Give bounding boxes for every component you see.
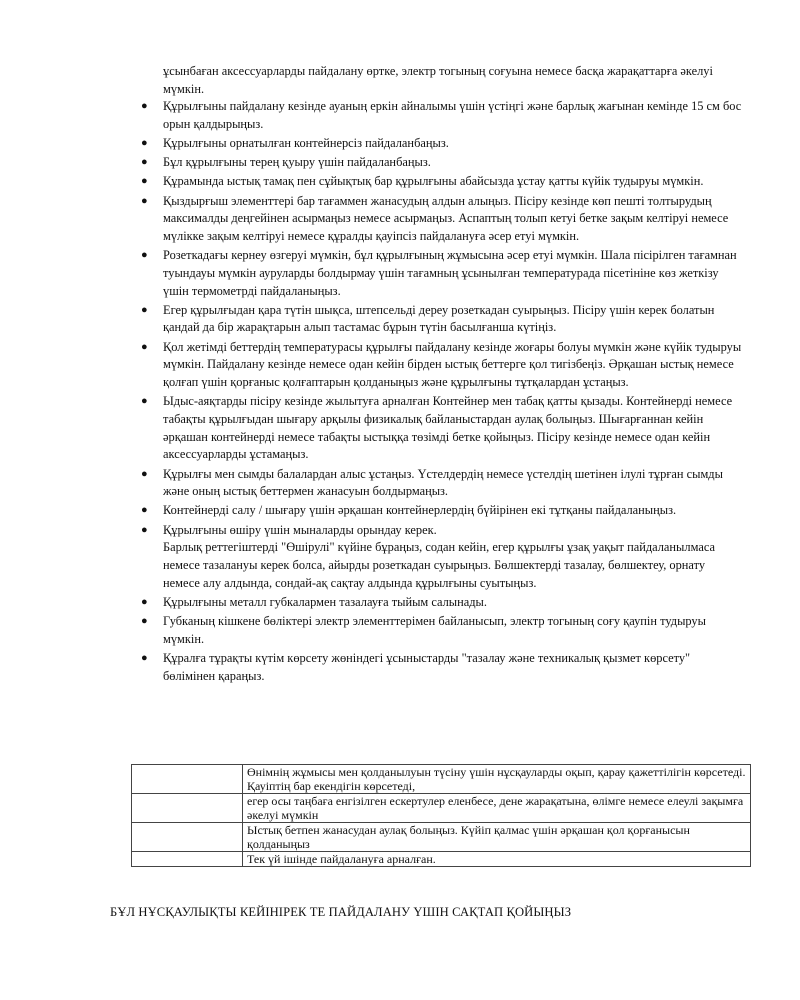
bullet-item: [136, 522, 744, 593]
bullet-icon: ●: [141, 504, 148, 517]
bullet-text: Губканың кішкене бөліктері электр элементтерімен байланысып, электр тогының соғу қаупін тудыруы мүмкін.: [163, 614, 706, 646]
bullet-icon: ●: [141, 249, 148, 262]
symbol-legend-table: [131, 764, 751, 867]
bullet-item: [136, 173, 744, 191]
bullet-text: Құрылғы мен сымды балалардан алыс ұстаңыз. Үстелдердің немесе үстелдің шетінен ілулі тұрған сымды және оның ыстық беттермен жанасуын болдырмаңыз.: [163, 466, 723, 499]
table-row: [132, 823, 751, 852]
bullet-text: Құралға тұрақты күтім көрсету жөніндегі ұсыныстарды "тазалау және техникалық қызмет көрсету" бөлімінен қараңыз.: [163, 651, 691, 683]
bullet-item: [136, 247, 744, 300]
bullet-icon: ●: [141, 615, 148, 628]
description-cell: Тек үй ішінде пайдалануға арналған.: [243, 852, 751, 867]
bullet-text: Розеткадағы кернеу өзгеруі мүмкін, бұл құрылғының жұмысына әсер етуі мүмкін. Шала пісірілген тағамнан туындауы мүмкін ауруларды болдырмау үшін тағамның ұсынылған температурада пісетініне көз жеткізу үшін термометрді пайдаланыңыз.: [163, 248, 737, 298]
table-row: [132, 852, 751, 867]
bullet-text: Егер құрылғыдан қара түтін шықса, штепсельді дереу розеткадан суырыңыз. Пісіру үшін керек болатын қандай да бір жарақтарын алып тастамас бұрын түтін басылғанша күтіңіз.: [163, 302, 715, 335]
bullet-item: [136, 339, 744, 392]
bullet-text: Құрылғыны пайдалану кезінде ауаның еркін айналымы үшін үстіңгі және барлық жағынан кемінде 15 см бос орын қалдырыңыз.: [163, 99, 742, 131]
bullet-item: [136, 594, 744, 612]
save-instructions-footer: БҰЛ НҰСҚАУЛЫҚТЫ КЕЙІНІРЕК ТЕ ПАЙДАЛАНУ ҮШІН САҚТАП ҚОЙЫҢЫЗ: [110, 905, 572, 919]
bullet-item: [136, 193, 744, 246]
symbol-cell: [132, 794, 243, 823]
bullet-text: Құрылғыны металл губкалармен тазалауға тыйым салынады.: [163, 594, 487, 609]
symbol-cell: [132, 765, 243, 794]
bullet-icon: ●: [141, 175, 148, 188]
continuation-paragraph: ұсынбаған аксессуарларды пайдалану өртке, электр тогының соғуына немесе басқа жарақаттарға әкелуі мүмкін.: [163, 64, 713, 96]
symbol-cell: [132, 823, 243, 852]
bullet-item: [136, 502, 744, 520]
bullet-text: Қол жетімді беттердің температурасы құрылғы пайдалану кезінде жоғары болуы мүмкін және күйік тудыруы мүмкін. Пайдалану кезінде немесе одан кейін бірден ыстық беттерге қол тигізбеңіз. Әрқашан ыстық немесе қолғап үшін қорғаныс қолғаптарын қолданыңыз және құрылғыны тұтқалардан ұстаңыз.: [163, 339, 742, 390]
bullet-item: [136, 393, 744, 464]
bullet-text: Бұл құрылғыны терең қуыру үшін пайдаланбаңыз.: [163, 155, 431, 170]
bullet-icon: ●: [141, 523, 148, 536]
bullet-text: Қыздырғыш элементтері бар тағаммен жанасудың алдын алыңыз. Пісіру кезінде көп пешті толтырудың максималды деңгейінен асырмаңыз немесе асырмаңыз. Аспаптың толып кетуі бетке зақым келтіруі немесе мүлікке зақым келтіруі немесе құралды қауіпсіз пайдалануға әсер етуі мүмкін.: [163, 193, 729, 243]
bullet-icon: ●: [141, 395, 148, 408]
bullet-icon: ●: [141, 156, 148, 169]
bullet-text: Ыдыс-аяқтарды пісіру кезінде жылытуға арналған Контейнер мен табақ қатты қызады. Контейнерді немесе табақты құрылғыдан шығару арқылы физикалық байланыстардан аулақ болыңыз. Шығарғаннан кейін әрқашан контейнерді немесе табақты ыстыққа төзімді бетке қойыңыз. Пісіру кезінде немесе одан кейін аксессуарларды ұстамаңыз.: [163, 394, 733, 462]
symbol-cell: [132, 852, 243, 867]
table-row: [132, 794, 751, 823]
description-cell: Өнімнің жұмысы мен қолданылуын түсіну үшін нұсқауларды оқып, қарау қажеттілігін көрсетеді. Қауіптің бар екендігін көрсетеді,: [243, 765, 751, 794]
bullet-icon: ●: [141, 194, 148, 207]
bullet-item: [136, 154, 744, 172]
bullet-icon: ●: [141, 467, 148, 480]
bullet-text: Құрылғыны өшіру үшін мыналарды орындау керек. Барлық реттегіштерді "Өшірулі" күйіне бұраңыз, содан кейін, егер құрылғы ұзақ уақыт пайдаланылмаса немесе тазалануы керек болса, айырды розеткадан суырыңыз. Бөлшектерді тазалау, бөлшектеу, орнату немесе алу алдында, сондай-ақ сақтау алдында құрылғыны суытыңыз.: [163, 522, 715, 590]
bullet-icon: ●: [141, 595, 148, 608]
bullet-text: Құрамында ыстық тамақ пен сұйықтық бар құрылғыны абайсызда ұстау қатты күйік тудыруы мүмкін.: [163, 174, 704, 189]
bullet-item: [136, 135, 744, 153]
bullet-item: [136, 466, 744, 501]
bullet-text: Құрылғыны орнатылған контейнерсіз пайдаланбаңыз.: [163, 135, 449, 150]
bullet-icon: ●: [141, 136, 148, 149]
description-cell: Ыстық бетпен жанасудан аулақ болыңыз. Күйіп қалмас үшін әрқашан қол қорғанысын қолданыңыз: [243, 823, 751, 852]
bullet-item: [136, 302, 744, 337]
table-row: [132, 765, 751, 794]
bullet-item: [136, 650, 744, 685]
bullet-icon: ●: [141, 303, 148, 316]
bullet-icon: ●: [141, 100, 148, 112]
safety-bullet-list: [136, 98, 744, 687]
bullet-icon: ●: [141, 340, 148, 353]
bullet-item: [136, 613, 744, 648]
description-cell: егер осы таңбаға енгізілген ескертулер еленбесе, дене жарақатына, өлімге немесе елеулі зақымға әкелуі мүмкін: [243, 794, 751, 823]
bullet-icon: ●: [141, 652, 148, 665]
bullet-text: Контейнерді салу / шығару үшін әрқашан контейнерлердің бүйірінен екі тұтқаны пайдаланыңыз.: [163, 503, 677, 518]
bullet-item: [136, 98, 744, 133]
